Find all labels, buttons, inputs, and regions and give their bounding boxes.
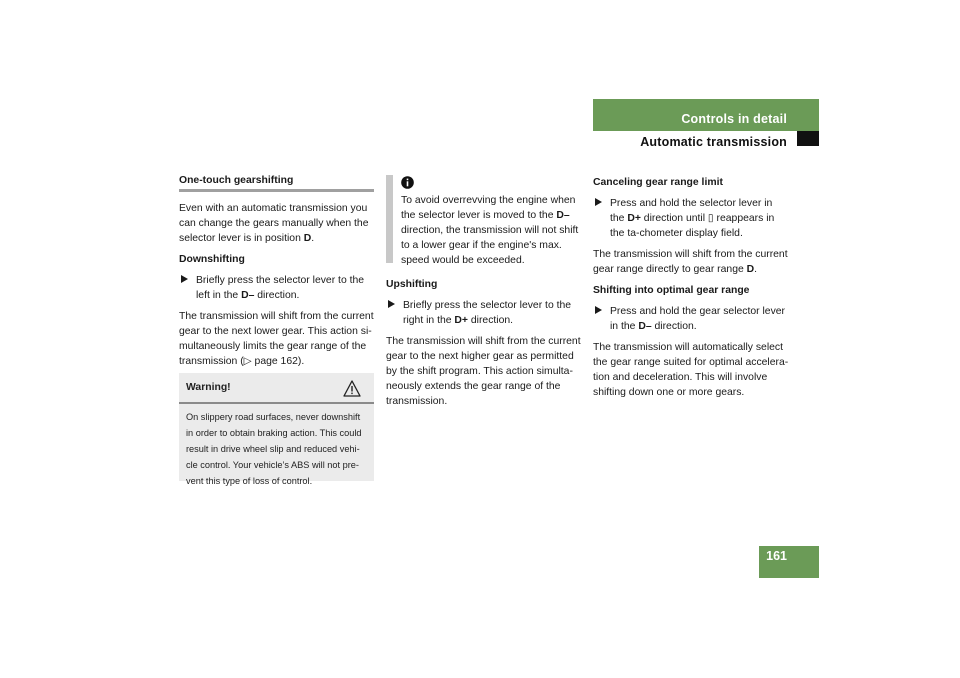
- section-rule: [179, 189, 374, 192]
- column-1: [179, 201, 375, 375]
- warning-box: [179, 373, 374, 486]
- warning-triangle-icon: [343, 380, 361, 397]
- section-subtitle: Automatic transmission: [640, 135, 787, 149]
- chapter-title: Controls in detail: [681, 112, 787, 126]
- warning-text: On slippery road surfaces, never downshift in order to obtain braking action. This could result in drive wheel slip and reduced vehi-cle control. Your vehicle’s ABS will not pre-vent this type of loss of control.: [186, 412, 362, 486]
- column-3: [593, 175, 789, 406]
- section-title: One-touch gearshifting: [179, 175, 294, 186]
- step-text-end: direction.: [254, 290, 300, 301]
- direction-label: D–: [556, 210, 570, 221]
- direction-label: D–: [241, 290, 255, 301]
- result-text: The transmission will shift from the current gear to the next lower gear. This action si-multaneously limits the gear range of the transmission (: [179, 311, 374, 367]
- column-2: [386, 277, 582, 415]
- result-text-end: .: [754, 264, 758, 275]
- step-arrow-icon: [388, 300, 395, 308]
- upshifting-step: [386, 298, 582, 328]
- info-text-end: direction, the transmission will not shift to a lower gear if the engine's max. speed would be exceeded.: [401, 225, 579, 266]
- step-text: Press and hold the gear selector lever in the: [610, 306, 786, 332]
- info-note: [401, 193, 581, 268]
- downshifting-step: [179, 273, 375, 303]
- downshifting-heading: Downshifting: [179, 254, 245, 265]
- step-text: Press and hold the selector lever in the: [610, 198, 773, 224]
- canceling-result: [593, 247, 789, 277]
- warning-rule: [179, 402, 374, 404]
- upshifting-result: The transmission will shift from the current gear to the next higher gear as permitted by the shift program. This action simulta-neously extends the gear range of the transmission.: [386, 336, 581, 407]
- position-label: D: [746, 264, 755, 275]
- header-marker: [797, 131, 819, 146]
- direction-label: D+: [627, 213, 641, 224]
- optimal-step: [593, 304, 789, 334]
- step-arrow-icon: [595, 306, 602, 314]
- result-text: The transmission will shift from the current gear range directly to gear range: [593, 249, 788, 275]
- position-label: D: [303, 233, 312, 244]
- step-text-end: direction.: [651, 321, 697, 332]
- intro-paragraph: [179, 201, 375, 246]
- step-arrow-icon: [595, 198, 602, 206]
- step-text-end: direction until ▯ reappears in the ta-chometer display field.: [610, 213, 775, 239]
- page-number: 161: [766, 549, 787, 563]
- info-text: To avoid overrevving the engine when the selector lever is moved to the: [401, 195, 576, 221]
- step-text-end: direction.: [467, 315, 514, 326]
- intro-text: Even with an automatic transmission you can change the gears manually when the selector lever is in position: [179, 203, 369, 244]
- canceling-heading: Canceling gear range limit: [593, 177, 723, 188]
- result-text-end: ).: [297, 356, 305, 367]
- step-arrow-icon: [181, 275, 188, 283]
- intro-end: .: [311, 233, 315, 244]
- canceling-step: [593, 196, 789, 241]
- page-reference-link[interactable]: ▷ page 162: [243, 356, 298, 367]
- upshifting-heading: Upshifting: [386, 279, 438, 290]
- step-text: Briefly press the selector lever to the left in the: [196, 275, 365, 301]
- info-side-bar: [386, 175, 393, 263]
- optimal-result: The transmission will automatically select the gear range suited for optimal accelera-tion and deceleration. This will involve shifting down one or more gears.: [593, 342, 789, 398]
- direction-label: D–: [638, 321, 652, 332]
- direction-label: D+: [454, 315, 468, 326]
- step-text: Briefly press the selector lever to the right in the: [403, 300, 572, 326]
- downshifting-result: [179, 309, 375, 369]
- info-icon: [401, 176, 414, 189]
- optimal-heading: Shifting into optimal gear range: [593, 285, 750, 296]
- warning-title: Warning!: [186, 382, 231, 393]
